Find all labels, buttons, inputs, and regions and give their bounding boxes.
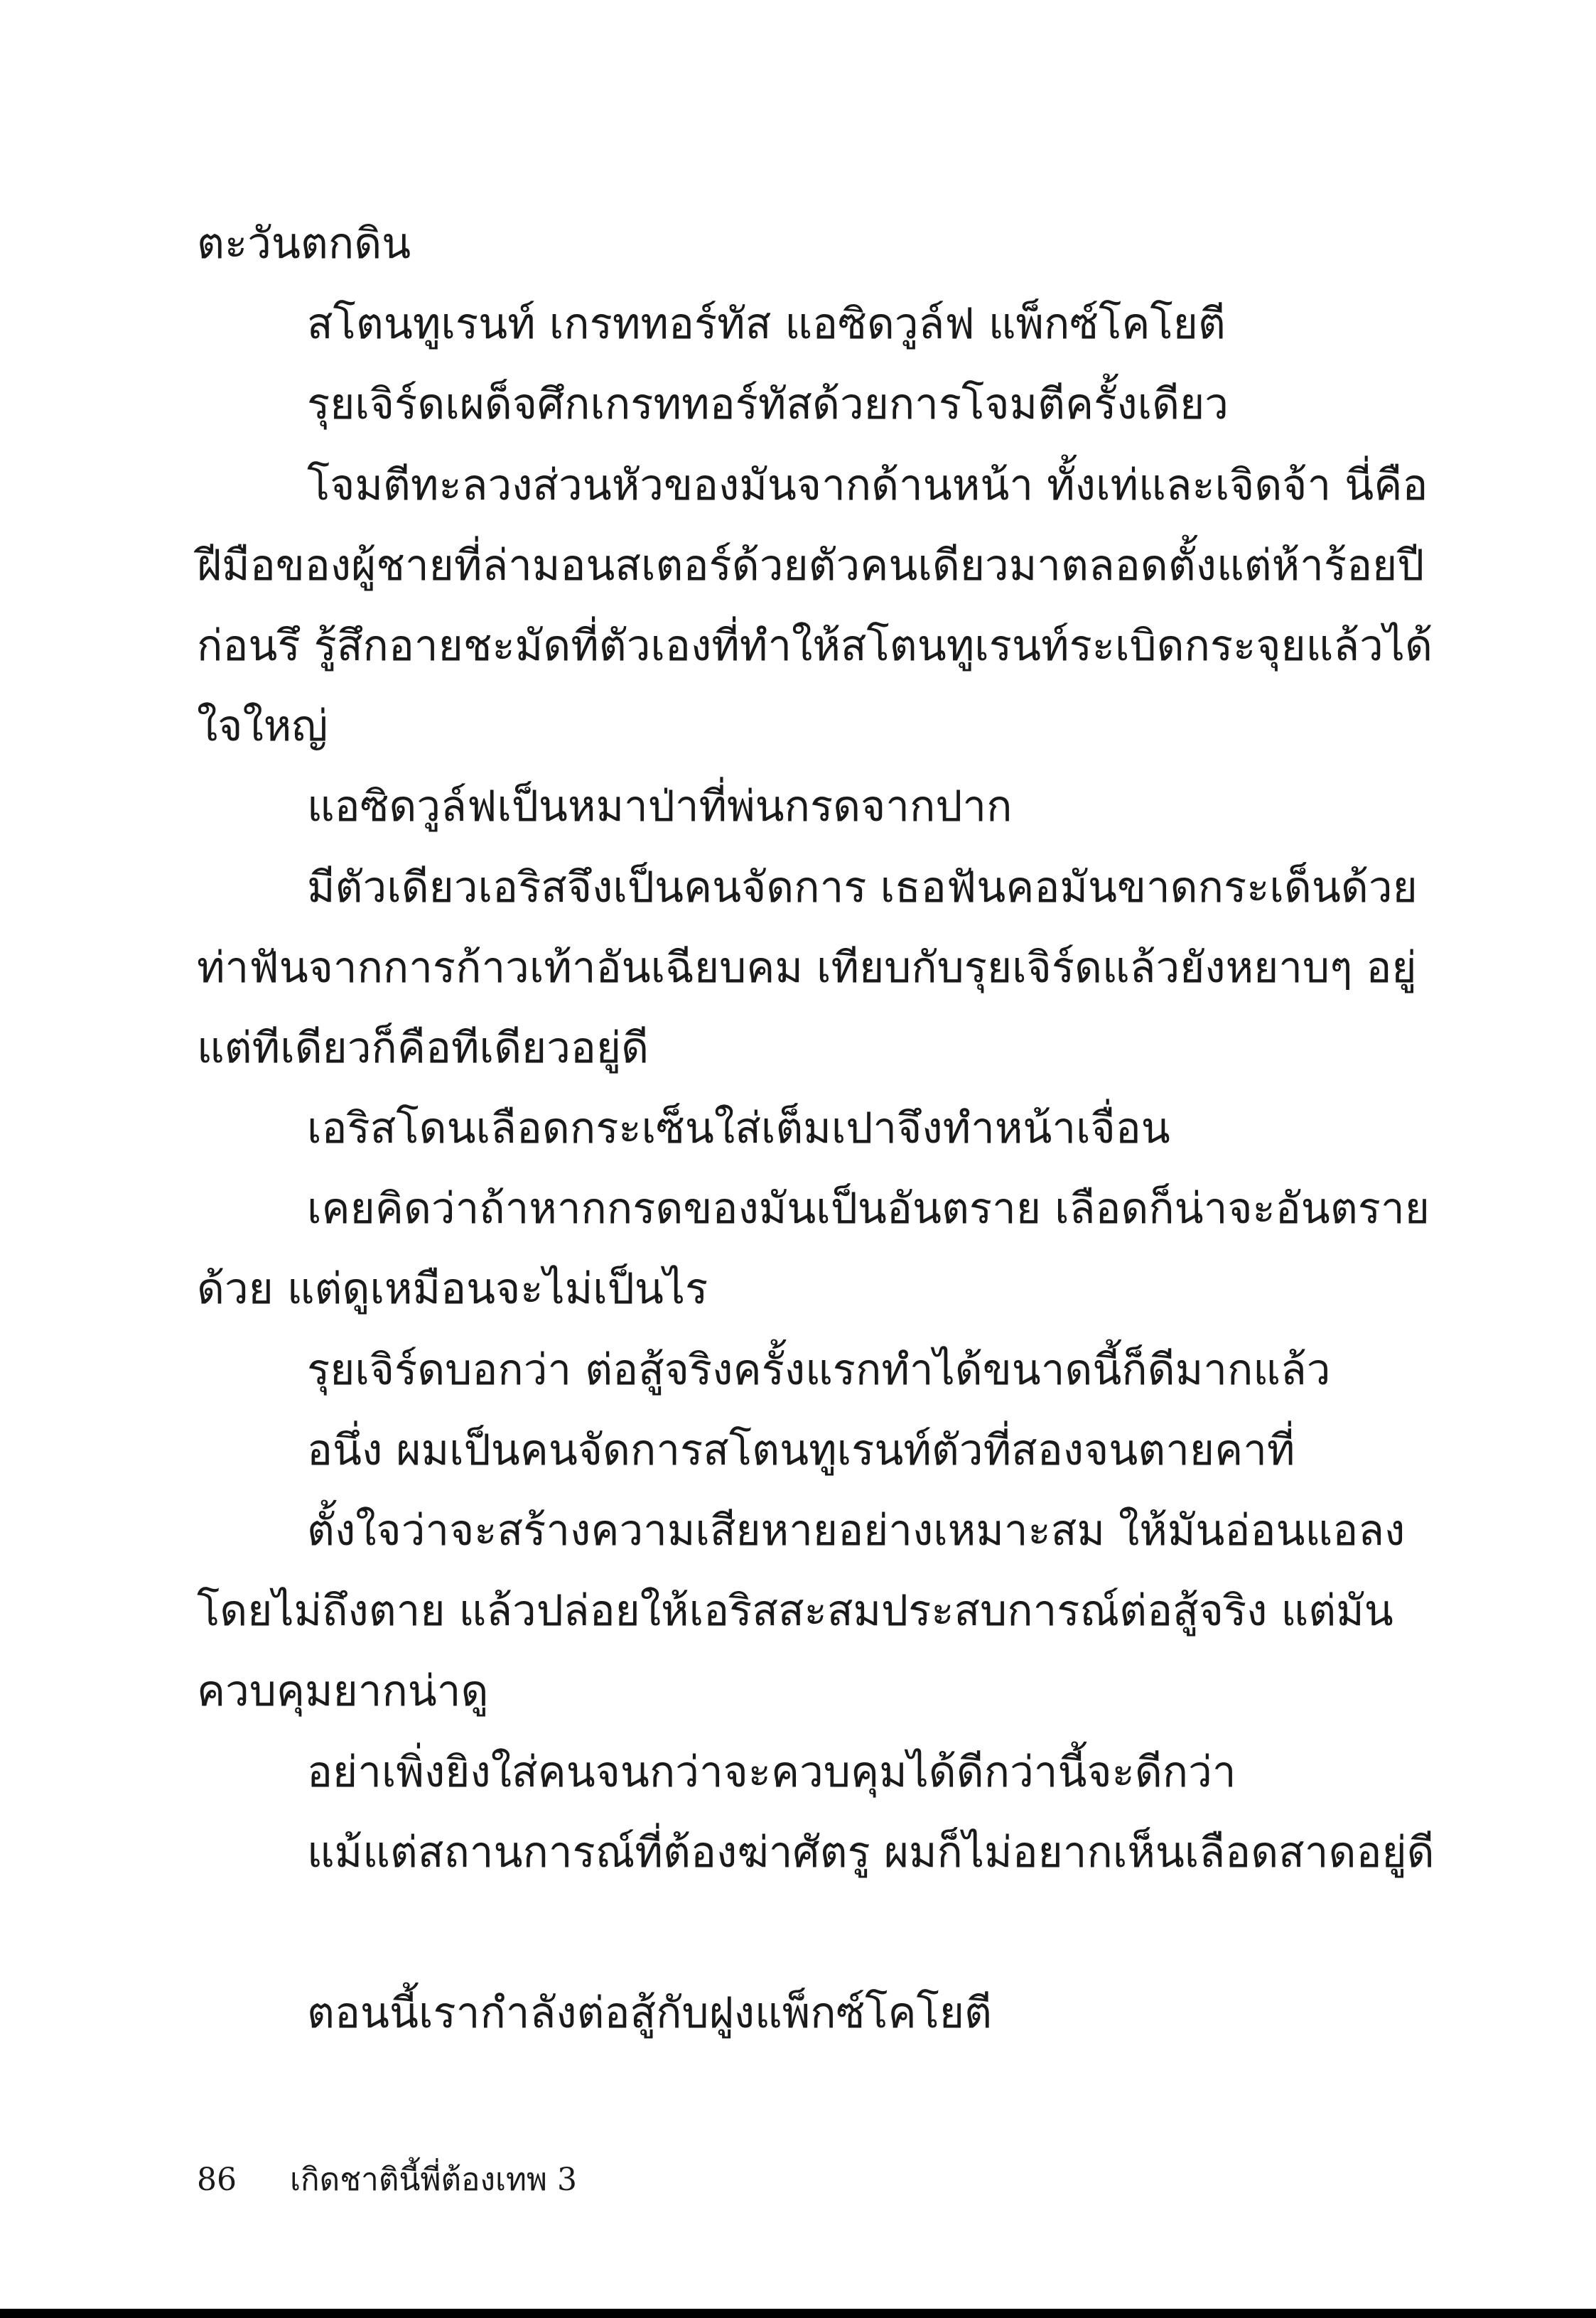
text-line: โดยไม่ถึงตาย แล้วปล่อยให้เอริสสะสมประสบการณ์ต่อสู้จริง แต่มัน — [197, 1586, 1393, 1637]
text-line: ด้วย แต่ดูเหมือนจะไม่เป็นไร — [197, 1264, 708, 1315]
text-line: อนึ่ง ผมเป็นคนจัดการสโตนทูเรนท์ตัวที่สองจนตายคาที่ — [307, 1425, 1295, 1475]
text-line: ท่าฟันจากการก้าวเท้าอันเฉียบคม เทียบกับรุยเจิร์ดแล้วยังหยาบๆ อยู่ — [197, 942, 1417, 993]
paragraph — [197, 365, 1300, 445]
text-line: ควบคุมยากน่าดู — [197, 1666, 489, 1717]
text-line: แม้แต่สถานการณ์ที่ต้องฆ่าศัตรู ผมก็ไม่อยากเห็นเลือดสาดอยู่ดี — [307, 1827, 1435, 1877]
text-line: มีตัวเดียวเอริสจึงเป็นคนจัดการ เธอฟันคอมันขาดกระเด็นด้วย — [307, 862, 1418, 912]
paragraph — [197, 284, 1300, 365]
text-line: ฝีมือของผู้ชายที่ล่ามอนสเตอร์ด้วยตัวคนเดียวมาตลอดตั้งแต่ห้าร้อยปี — [197, 540, 1425, 591]
paragraph — [197, 848, 1418, 1089]
paragraph — [197, 1813, 1435, 1893]
paragraph — [197, 1411, 1300, 1491]
text-line: แอซิดวูล์ฟเป็นหมาป่าที่พ่นกรดจากปาก — [307, 782, 1013, 832]
paragraph — [197, 767, 1300, 847]
text-line: เคยคิดว่าถ้าหากกรดของมันเป็นอันตราย เลือดก็น่าจะอันตราย — [307, 1184, 1430, 1234]
text-line: ตั้งใจว่าจะสร้างความเสียหายอย่างเหมาะสม ให้มันอ่อนแอลง — [307, 1506, 1406, 1556]
page-body — [197, 204, 1435, 2054]
paragraph — [197, 1169, 1430, 1330]
running-title: เกิดชาตินี้พี่ต้องเทพ 3 — [290, 2162, 577, 2198]
page-number: 86 — [197, 2162, 237, 2198]
text-line: ก่อนรึ รู้สึกอายชะมัดที่ตัวเองที่ทำให้สโตนทูเรนท์ระเบิดกระจุยแล้วได้ — [197, 620, 1433, 671]
paragraph — [197, 1973, 1300, 2054]
paragraph — [197, 204, 1300, 284]
text-line: ตอนนี้เรากำลังต่อสู้กับฝูงแพ็กซ์โคโยตี — [307, 1988, 993, 2039]
paragraph — [197, 1330, 1331, 1411]
text-line: ตะวันตกดิน — [197, 219, 411, 269]
text-line: โจมตีทะลวงส่วนหัวของมันจากด้านหน้า ทั้งเท่และเจิดจ้า นี่คือ — [307, 460, 1428, 510]
text-line: ใจใหญ่ — [197, 701, 328, 752]
bottom-edge-bar — [0, 2309, 1596, 2318]
paragraph — [197, 1732, 1300, 1813]
text-line: รุยเจิร์ดเผด็จศึกเกรททอร์ทัสด้วยการโจมตีครั้งเดียว — [307, 379, 1229, 430]
text-line: เอริสโดนเลือดกระเซ็นใส่เต็มเปาจึงทำหน้าเจื่อน — [307, 1104, 1170, 1154]
text-line: อย่าเพิ่งยิงใส่คนจนกว่าจะควบคุมได้ดีกว่านี้จะดีกว่า — [307, 1747, 1236, 1797]
text-line: สโตนทูเรนท์ เกรททอร์ทัส แอซิดวูล์ฟ แพ็กซ์โคโยตี — [307, 299, 1226, 350]
section-break — [197, 1893, 1300, 1973]
paragraph — [197, 446, 1433, 767]
text-line: รุยเจิร์ดบอกว่า ต่อสู้จริงครั้งแรกทำได้ขนาดนี้ก็ดีมากแล้ว — [307, 1344, 1331, 1395]
text-line: แต่ทีเดียวก็คือทีเดียวอยู่ดี — [197, 1023, 649, 1073]
page-footer — [0, 2153, 1596, 2207]
paragraph — [197, 1089, 1300, 1169]
paragraph — [197, 1491, 1406, 1732]
